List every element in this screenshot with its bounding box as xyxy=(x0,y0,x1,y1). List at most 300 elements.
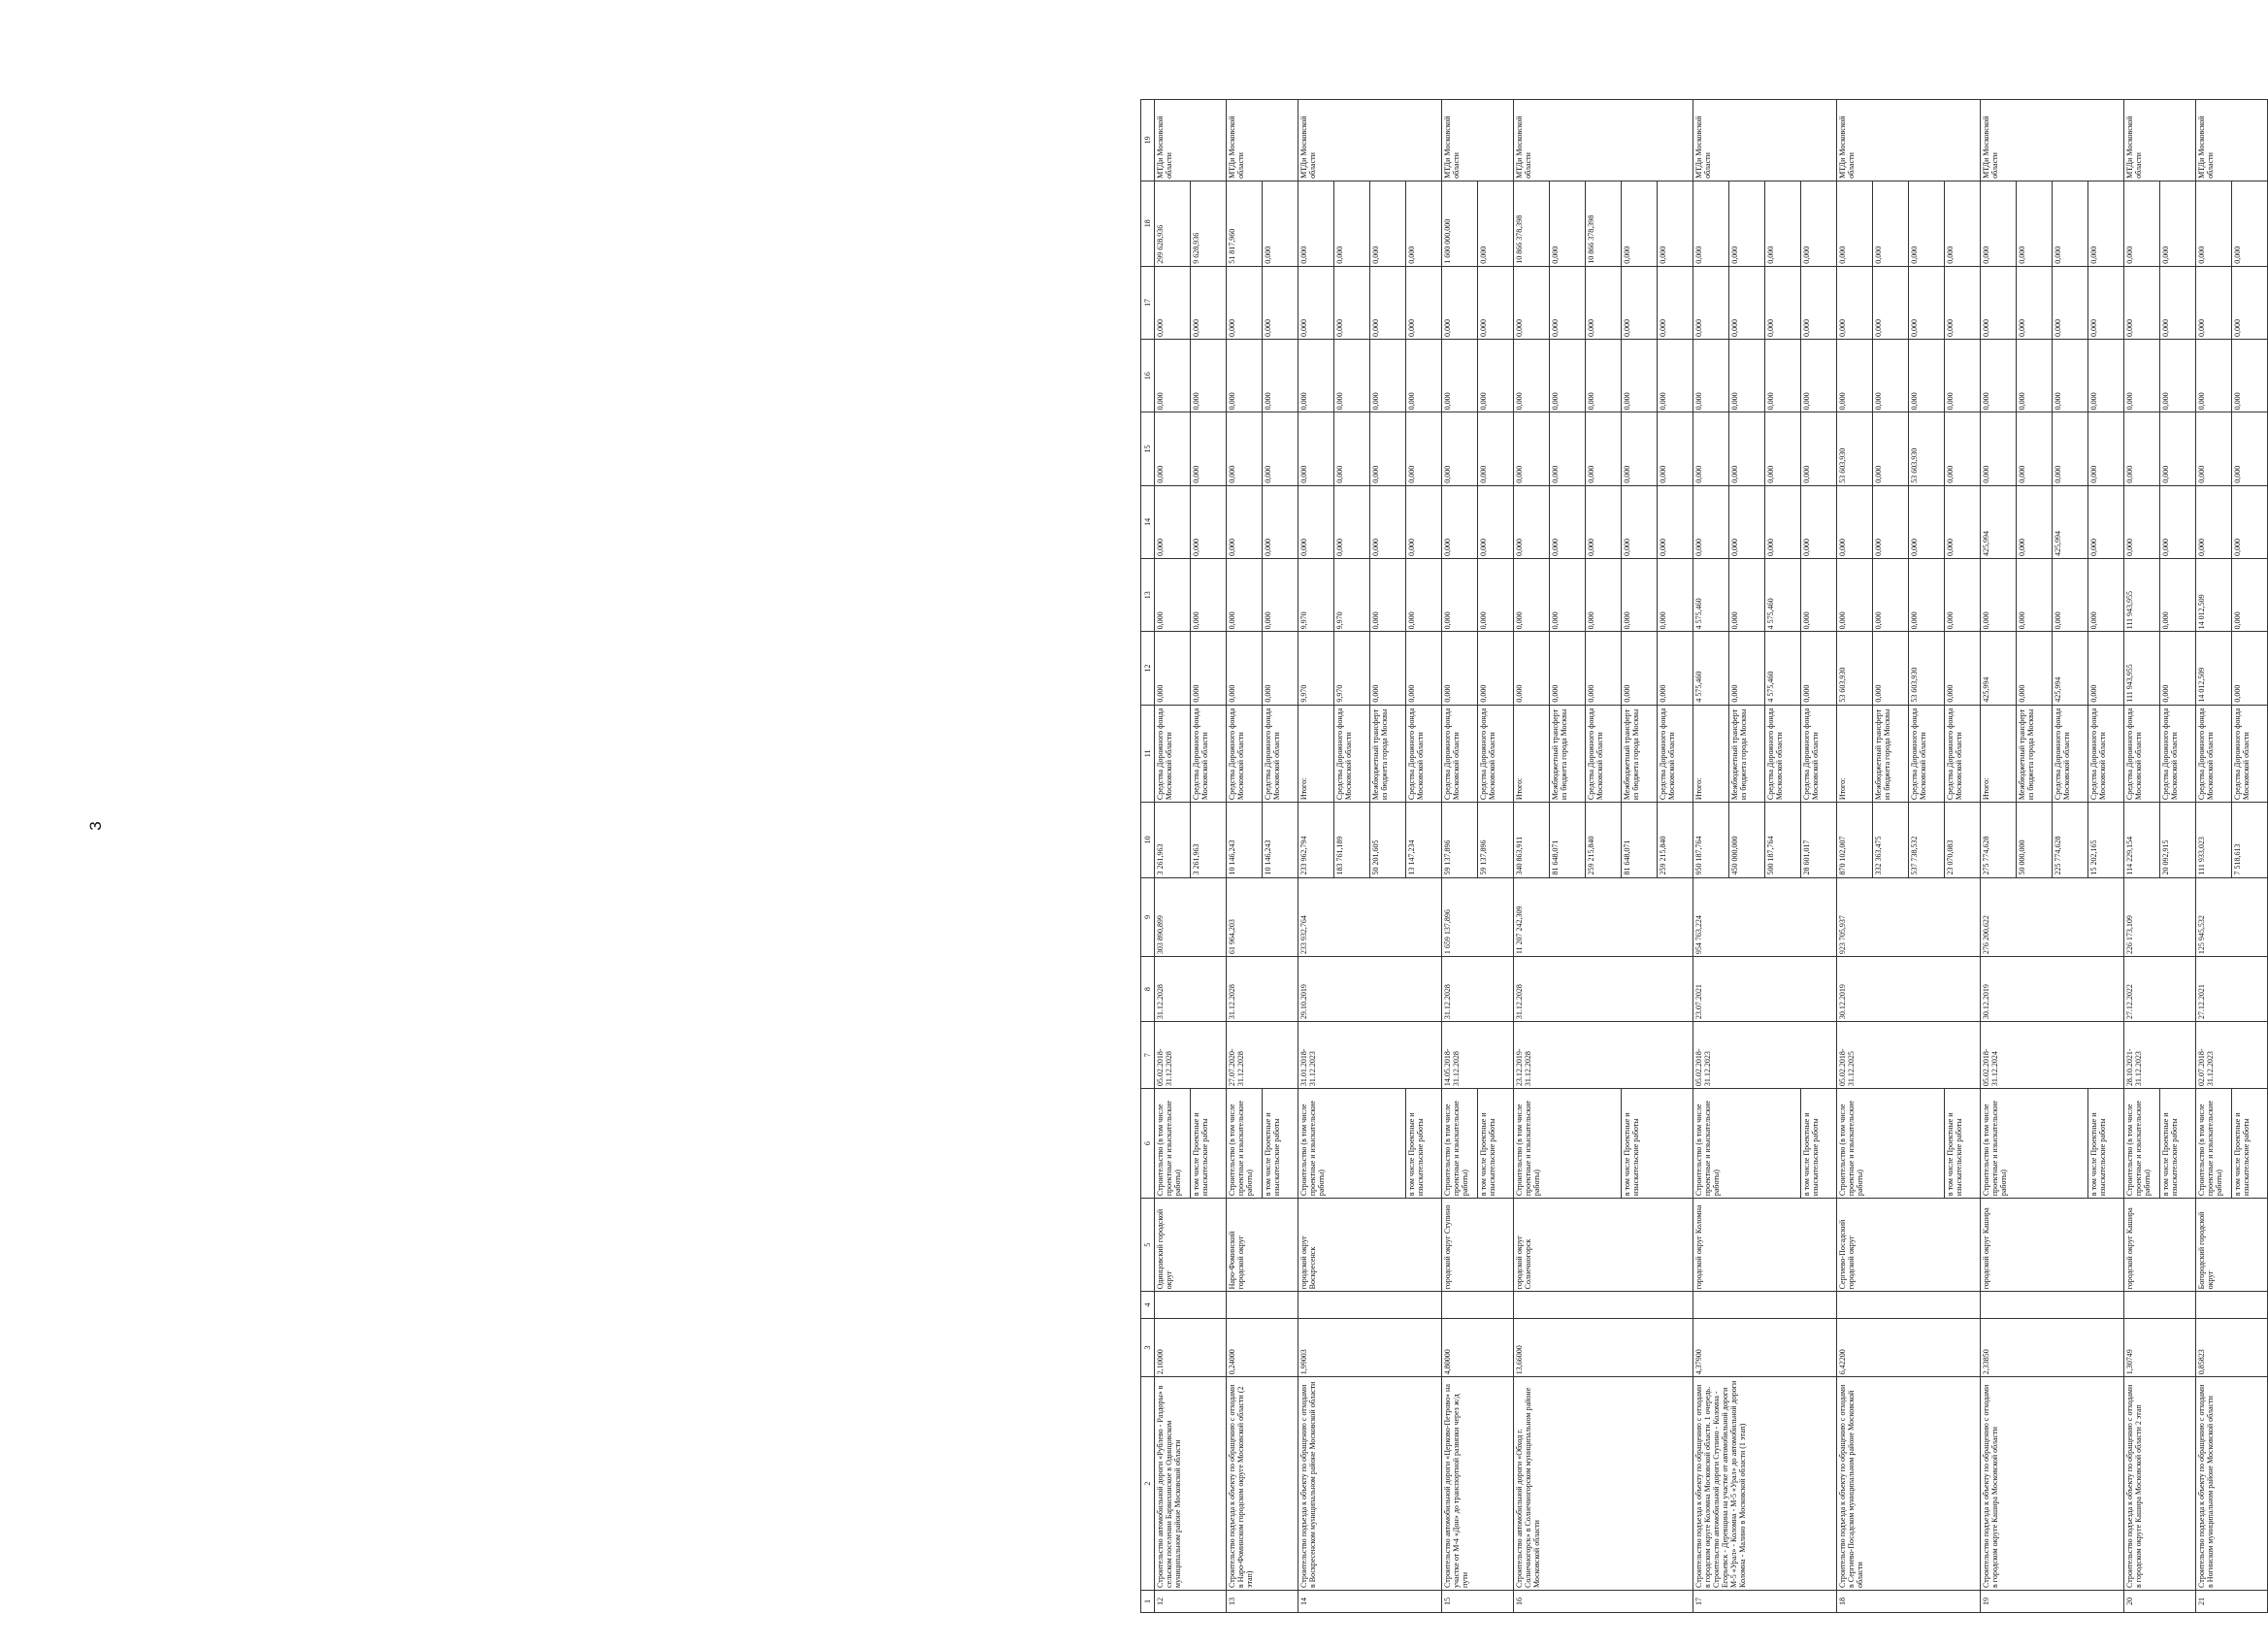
funding-source: Средства Дорожного фонда Московской области xyxy=(1765,705,1801,802)
header-cell: 19 xyxy=(1141,100,1155,181)
header-cell: 9 xyxy=(1141,877,1155,957)
year-amount: 0,000 xyxy=(1550,632,1586,705)
year-amount: 0,000 xyxy=(1550,266,1586,339)
year-amount: 0,000 xyxy=(1334,485,1370,558)
funding-source: Межбюджетный трансферт из бюджета города Москвы xyxy=(2017,705,2053,802)
financed-amount: 81 648,071 xyxy=(1622,803,1658,877)
total-cost: 923 705,937 xyxy=(1837,877,1981,957)
object-name: Строительство автомобильной дороги «Рублево - Раздоры» в сельском поселении Барвихинское в Одинцовском муниципальном районе Московской области xyxy=(1155,1377,1227,1591)
year-amount: 0,000 xyxy=(1981,559,2017,632)
year-amount: 0,000 xyxy=(2053,266,2088,339)
year-amount: 0,000 xyxy=(1263,181,1298,266)
financed-amount: 50 201,605 xyxy=(1370,803,1406,877)
header-cell: 15 xyxy=(1141,412,1155,485)
header-cell: 13 xyxy=(1141,559,1155,632)
year-amount: 0,000 xyxy=(1909,485,1945,558)
funding-source: Средства Дорожного фонда Московской области xyxy=(2232,705,2268,802)
year-amount: 0,000 xyxy=(1442,266,1478,339)
object-length: 0,24000 xyxy=(1227,1318,1298,1377)
year-amount: 9,970 xyxy=(1334,559,1370,632)
column-4-value xyxy=(2196,1292,2268,1318)
year-amount: 0,000 xyxy=(1478,340,1514,412)
district: городской округ Ступино xyxy=(1442,1199,1514,1292)
year-amount: 0,000 xyxy=(1442,412,1478,485)
year-amount: 0,000 xyxy=(1334,412,1370,485)
district: Богородский городской округ xyxy=(2196,1199,2268,1292)
year-amount: 0,000 xyxy=(1622,340,1658,412)
year-amount: 0,000 xyxy=(2124,266,2160,339)
district: городской округ Коломна xyxy=(1693,1199,1837,1292)
year-amount: 111 943,955 xyxy=(2124,559,2160,632)
year-amount: 0,000 xyxy=(1478,632,1514,705)
year-amount: 0,000 xyxy=(2017,559,2053,632)
year-amount: 0,000 xyxy=(1550,412,1586,485)
year-amount: 0,000 xyxy=(2196,340,2232,412)
year-amount: 0,000 xyxy=(1981,181,2017,266)
column-4-value xyxy=(1514,1292,1693,1318)
year-amount: 0,000 xyxy=(1478,485,1514,558)
year-amount: 0,000 xyxy=(1909,181,1945,266)
year-amount: 0,000 xyxy=(1191,485,1227,558)
works-type: Строительство (в том числе проектные и изыскательские работы) xyxy=(1693,1089,1801,1199)
year-amount: 0,000 xyxy=(1406,559,1442,632)
header-cell: 7 xyxy=(1141,1022,1155,1089)
row-number: 19 xyxy=(1981,1590,2124,1612)
year-amount: 0,000 xyxy=(1622,412,1658,485)
year-amount: 0,000 xyxy=(1586,559,1622,632)
year-amount: 10 866 378,398 xyxy=(1514,181,1550,266)
table-row xyxy=(2196,100,2232,1613)
executor: МТДи Московской области xyxy=(2196,100,2268,181)
works-type: Строительство (в том числе проектные и изыскательские работы) xyxy=(2124,1089,2160,1199)
year-amount: 0,000 xyxy=(1945,412,1981,485)
object-length: 1,30749 xyxy=(2124,1318,2196,1377)
year-amount: 0,000 xyxy=(1909,559,1945,632)
year-amount: 0,000 xyxy=(2053,340,2088,412)
funding-source: Межбюджетный трансферт из бюджета города Москвы xyxy=(1370,705,1406,802)
year-amount: 0,000 xyxy=(1263,340,1298,412)
year-amount: 0,000 xyxy=(1550,485,1586,558)
row-number: 13 xyxy=(1227,1590,1298,1612)
table-row xyxy=(1227,100,1263,1613)
year-amount: 0,000 xyxy=(2017,266,2053,339)
year-amount: 0,000 xyxy=(1155,266,1191,339)
funding-source: Итого: xyxy=(1693,705,1729,802)
year-amount: 0,000 xyxy=(1693,181,1729,266)
year-amount: 0,000 xyxy=(2160,412,2196,485)
table-row xyxy=(1298,100,1334,1613)
funding-source: Средства Дорожного фонда Московской области xyxy=(2053,705,2088,802)
year-amount: 0,000 xyxy=(1478,181,1514,266)
commission-date: 31.12.2028 xyxy=(1514,957,1693,1022)
year-amount: 0,000 xyxy=(1765,485,1801,558)
header-cell: 2 xyxy=(1141,1377,1155,1591)
financed-amount: 111 933,023 xyxy=(2196,803,2232,877)
object-name: Строительство подъезда к объекту по обращению с отходами в Воскресенском муниципальном районе Московской области xyxy=(1298,1377,1442,1591)
year-amount: 0,000 xyxy=(1729,559,1765,632)
year-amount: 0,000 xyxy=(1406,266,1442,339)
year-amount: 0,000 xyxy=(1370,632,1406,705)
year-amount: 0,000 xyxy=(1478,266,1514,339)
object-length: 2,10000 xyxy=(1155,1318,1227,1377)
year-amount: 0,000 xyxy=(2088,412,2124,485)
financed-amount: 50 000,000 xyxy=(2017,803,2053,877)
funding-source: Средства Дорожного фонда Московской области xyxy=(2196,705,2232,802)
year-amount: 0,000 xyxy=(1406,485,1442,558)
year-amount: 0,000 xyxy=(1765,340,1801,412)
year-amount: 0,000 xyxy=(2160,559,2196,632)
works-period: 14.05.2018-31.12.2028 xyxy=(1442,1022,1514,1089)
year-amount: 0,000 xyxy=(1227,559,1263,632)
year-amount: 0,000 xyxy=(1729,181,1765,266)
year-amount: 299 628,936 xyxy=(1155,181,1191,266)
year-amount: 0,000 xyxy=(1729,632,1765,705)
works-subtype: в том числе Проектные и изыскательские работы xyxy=(1801,1089,1837,1199)
year-amount: 0,000 xyxy=(1765,266,1801,339)
year-amount: 9,970 xyxy=(1334,632,1370,705)
header-cell: 6 xyxy=(1141,1089,1155,1199)
financed-amount: 275 774,628 xyxy=(1981,803,2017,877)
year-amount: 0,000 xyxy=(1981,340,2017,412)
year-amount: 0,000 xyxy=(1873,340,1909,412)
works-subtype: в том числе Проектные и изыскательские работы xyxy=(1478,1089,1514,1199)
works-type: Строительство (в том числе проектные и изыскательские работы) xyxy=(1514,1089,1622,1199)
financed-amount: 7 518,613 xyxy=(2232,803,2268,877)
executor: МТДи Московской области xyxy=(1442,100,1514,181)
table-row xyxy=(2124,100,2160,1613)
district: городской округ Кашира xyxy=(2124,1199,2196,1292)
header-cell: 8 xyxy=(1141,957,1155,1022)
year-amount: 0,000 xyxy=(1263,632,1298,705)
column-4-value xyxy=(1298,1292,1442,1318)
year-amount: 0,000 xyxy=(1263,412,1298,485)
year-amount: 0,000 xyxy=(1801,485,1837,558)
financed-amount: 114 229,154 xyxy=(2124,803,2160,877)
year-amount: 0,000 xyxy=(1837,340,1873,412)
year-amount: 0,000 xyxy=(2160,340,2196,412)
year-amount: 0,000 xyxy=(2232,340,2268,412)
total-cost: 226 173,109 xyxy=(2124,877,2196,957)
year-amount: 53 603,930 xyxy=(1837,632,1873,705)
year-amount: 0,000 xyxy=(2088,266,2124,339)
financed-amount: 20 092,915 xyxy=(2160,803,2196,877)
year-amount: 0,000 xyxy=(1945,559,1981,632)
works-subtype: в том числе Проектные и изыскательские работы xyxy=(1945,1089,1981,1199)
column-4-value xyxy=(1155,1292,1227,1318)
year-amount: 0,000 xyxy=(1658,340,1693,412)
object-length: 2,33850 xyxy=(1981,1318,2124,1377)
year-amount: 0,000 xyxy=(1837,485,1873,558)
row-number: 15 xyxy=(1442,1590,1514,1612)
works-period: 05.02.2018-31.12.2024 xyxy=(1981,1022,2124,1089)
funding-source: Итого: xyxy=(1298,705,1334,802)
year-amount: 0,000 xyxy=(2196,485,2232,558)
table-row xyxy=(1514,100,1550,1613)
works-type: Строительство (в том числе проектные и изыскательские работы) xyxy=(1837,1089,1945,1199)
year-amount: 0,000 xyxy=(2017,485,2053,558)
year-amount: 0,000 xyxy=(1442,559,1478,632)
year-amount: 0,000 xyxy=(1370,340,1406,412)
works-period: 23.12.2019-31.12.2028 xyxy=(1514,1022,1693,1089)
year-amount: 0,000 xyxy=(1729,340,1765,412)
year-amount: 0,000 xyxy=(1801,559,1837,632)
year-amount: 0,000 xyxy=(1873,559,1909,632)
year-amount: 0,000 xyxy=(1191,266,1227,339)
executor: МТДи Московской области xyxy=(1693,100,1837,181)
header-cell: 17 xyxy=(1141,266,1155,339)
year-amount: 0,000 xyxy=(1370,412,1406,485)
column-4-value xyxy=(1442,1292,1514,1318)
year-amount: 0,000 xyxy=(2160,266,2196,339)
header-cell: 16 xyxy=(1141,340,1155,412)
year-amount: 14 012,509 xyxy=(2196,559,2232,632)
column-4-value xyxy=(1227,1292,1298,1318)
year-amount: 0,000 xyxy=(1801,266,1837,339)
executor: МТДи Московской области xyxy=(1514,100,1693,181)
funding-source: Средства Дорожного фонда Московской области xyxy=(1155,705,1191,802)
year-amount: 0,000 xyxy=(2088,632,2124,705)
year-amount: 0,000 xyxy=(2196,266,2232,339)
financed-amount: 225 774,628 xyxy=(2053,803,2088,877)
district: Наро-Фоминский городской округ xyxy=(1227,1199,1298,1292)
header-cell: 1 xyxy=(1141,1590,1155,1612)
funding-source: Средства Дорожного фонда Московской области xyxy=(1586,705,1622,802)
financed-amount: 537 738,532 xyxy=(1909,803,1945,877)
object-length: 6,42200 xyxy=(1837,1318,1981,1377)
year-amount: 0,000 xyxy=(1873,485,1909,558)
year-amount: 0,000 xyxy=(1945,340,1981,412)
year-amount: 0,000 xyxy=(1334,181,1370,266)
year-amount: 0,000 xyxy=(1801,181,1837,266)
row-number: 21 xyxy=(2196,1590,2268,1612)
year-amount: 0,000 xyxy=(1981,412,2017,485)
works-subtype: в том числе Проектные и изыскательские работы xyxy=(1406,1089,1442,1199)
row-number: 18 xyxy=(1837,1590,1981,1612)
object-length: 4,80000 xyxy=(1442,1318,1514,1377)
executor: МТДи Московской области xyxy=(1298,100,1442,181)
year-amount: 0,000 xyxy=(1155,559,1191,632)
total-cost: 276 200,622 xyxy=(1981,877,2124,957)
works-subtype: в том числе Проектные и изыскательские работы xyxy=(1191,1089,1227,1199)
year-amount: 9,970 xyxy=(1298,559,1334,632)
funding-source: Средства Дорожного фонда Московской области xyxy=(2124,705,2160,802)
financed-amount: 3 261,963 xyxy=(1191,803,1227,877)
total-cost: 303 890,899 xyxy=(1155,877,1227,957)
year-amount: 53 603,930 xyxy=(1909,412,1945,485)
district: городской округ Кашира xyxy=(1981,1199,2124,1292)
executor: МТДи Московской области xyxy=(1837,100,1981,181)
year-amount: 0,000 xyxy=(2053,559,2088,632)
financed-amount: 183 761,189 xyxy=(1334,803,1370,877)
year-amount: 0,000 xyxy=(1586,632,1622,705)
commission-date: 31.12.2028 xyxy=(1227,957,1298,1022)
year-amount: 0,000 xyxy=(1693,266,1729,339)
column-4-value xyxy=(1837,1292,1981,1318)
district: городской округ Солнечногорск xyxy=(1514,1199,1693,1292)
total-cost: 11 207 242,309 xyxy=(1514,877,1693,957)
year-amount: 0,000 xyxy=(1945,181,1981,266)
year-amount: 0,000 xyxy=(1370,181,1406,266)
year-amount: 0,000 xyxy=(1801,340,1837,412)
year-amount: 0,000 xyxy=(1622,266,1658,339)
year-amount: 0,000 xyxy=(2017,181,2053,266)
funding-source: Средства Дорожного фонда Московской области xyxy=(1909,705,1945,802)
financed-amount: 59 137,896 xyxy=(1442,803,1478,877)
financed-amount: 332 363,475 xyxy=(1873,803,1909,877)
year-amount: 0,000 xyxy=(1191,412,1227,485)
year-amount: 0,000 xyxy=(2124,340,2160,412)
header-cell: 12 xyxy=(1141,632,1155,705)
year-amount: 0,000 xyxy=(1263,266,1298,339)
total-cost: 125 945,532 xyxy=(2196,877,2268,957)
year-amount: 0,000 xyxy=(1155,412,1191,485)
year-amount: 0,000 xyxy=(2196,412,2232,485)
funding-source: Средства Дорожного фонда Московской области xyxy=(2088,705,2124,802)
year-amount: 0,000 xyxy=(1406,632,1442,705)
executor: МТДи Московской области xyxy=(2124,100,2196,181)
object-name: Строительство подъезда к объекту по обращению с отходами в городском округе Кашира Московской области 2 этап xyxy=(2124,1377,2196,1591)
year-amount: 0,000 xyxy=(2232,266,2268,339)
year-amount: 0,000 xyxy=(1837,559,1873,632)
financed-amount: 23 070,083 xyxy=(1945,803,1981,877)
financed-amount: 10 146,243 xyxy=(1227,803,1263,877)
table-body xyxy=(1155,100,2268,1613)
year-amount: 14 012,509 xyxy=(2196,632,2232,705)
year-amount: 425,994 xyxy=(2053,632,2088,705)
total-cost: 1 659 137,896 xyxy=(1442,877,1514,957)
year-amount: 425,994 xyxy=(1981,632,2017,705)
year-amount: 0,000 xyxy=(1801,632,1837,705)
header-row xyxy=(1141,100,1155,1613)
year-amount: 0,000 xyxy=(1873,412,1909,485)
funding-source: Средства Дорожного фонда Московской области xyxy=(1227,705,1263,802)
year-amount: 0,000 xyxy=(1873,181,1909,266)
commission-date: 31.12.2028 xyxy=(1442,957,1514,1022)
year-amount: 0,000 xyxy=(2088,340,2124,412)
year-amount: 0,000 xyxy=(1514,340,1550,412)
funding-source: Итого: xyxy=(1981,705,2017,802)
year-amount: 0,000 xyxy=(1729,485,1765,558)
year-amount: 0,000 xyxy=(1227,485,1263,558)
header-cell: 4 xyxy=(1141,1292,1155,1318)
year-amount: 53 603,930 xyxy=(1909,632,1945,705)
works-type: Строительство (в том числе проектные и изыскательские работы) xyxy=(1298,1089,1406,1199)
year-amount: 0,000 xyxy=(1586,340,1622,412)
year-amount: 4 575,460 xyxy=(1693,632,1729,705)
year-amount: 0,000 xyxy=(2196,181,2232,266)
year-amount: 0,000 xyxy=(1370,485,1406,558)
year-amount: 0,000 xyxy=(1550,340,1586,412)
object-length: 1,99003 xyxy=(1298,1318,1442,1377)
commission-date: 30.12.2019 xyxy=(1837,957,1981,1022)
financed-amount: 259 215,840 xyxy=(1586,803,1622,877)
works-subtype: в том числе Проектные и изыскательские работы xyxy=(2088,1089,2124,1199)
commission-date: 31.12.2028 xyxy=(1155,957,1227,1022)
year-amount: 0,000 xyxy=(1514,485,1550,558)
year-amount: 0,000 xyxy=(2232,181,2268,266)
works-subtype: в том числе Проектные и изыскательские работы xyxy=(1263,1089,1298,1199)
year-amount: 0,000 xyxy=(1873,632,1909,705)
works-period: 05.02.2018-31.12.2028 xyxy=(1155,1022,1227,1089)
year-amount: 425,994 xyxy=(1981,485,2017,558)
works-period: 31.01.2018-31.12.2023 xyxy=(1298,1022,1442,1089)
financed-amount: 450 000,000 xyxy=(1729,803,1765,877)
year-amount: 0,000 xyxy=(1945,632,1981,705)
funding-source: Средства Дорожного фонда Московской области xyxy=(1334,705,1370,802)
year-amount: 1 600 000,000 xyxy=(1442,181,1478,266)
year-amount: 0,000 xyxy=(1514,266,1550,339)
year-amount: 0,000 xyxy=(1837,266,1873,339)
header-cell: 10 xyxy=(1141,803,1155,877)
year-amount: 0,000 xyxy=(1586,485,1622,558)
column-4-value xyxy=(2124,1292,2196,1318)
page-number: 3 xyxy=(86,821,105,831)
year-amount: 0,000 xyxy=(1298,266,1334,339)
year-amount: 0,000 xyxy=(1227,632,1263,705)
year-amount: 0,000 xyxy=(1945,485,1981,558)
year-amount: 0,000 xyxy=(2160,181,2196,266)
year-amount: 0,000 xyxy=(1909,266,1945,339)
year-amount: 0,000 xyxy=(1693,412,1729,485)
table-row xyxy=(1837,100,1873,1613)
year-amount: 0,000 xyxy=(1334,340,1370,412)
header-cell: 3 xyxy=(1141,1318,1155,1377)
district: городской округ Воскресенск xyxy=(1298,1199,1442,1292)
funding-source: Средства Дорожного фонда Московской области xyxy=(1801,705,1837,802)
year-amount: 0,000 xyxy=(1406,340,1442,412)
works-type: Строительство (в том числе проектные и изыскательские работы) xyxy=(1981,1089,2088,1199)
year-amount: 4 575,460 xyxy=(1765,559,1801,632)
funding-source: Средства Дорожного фонда Московской области xyxy=(1442,705,1478,802)
funding-source: Средства Дорожного фонда Московской области xyxy=(1945,705,1981,802)
year-amount: 0,000 xyxy=(1263,559,1298,632)
year-amount: 0,000 xyxy=(1442,485,1478,558)
object-name: Строительство подъезда к объекту по обращению с отходами в городском округе Кашира Московской области xyxy=(1981,1377,2124,1591)
object-name: Строительство подъезда к объекту по обращению с отходами в Сергиево-Посадском муниципальном районе Московской области xyxy=(1837,1377,1981,1591)
row-number: 14 xyxy=(1298,1590,1442,1612)
year-amount: 0,000 xyxy=(1622,559,1658,632)
year-amount: 0,000 xyxy=(2124,412,2160,485)
funding-source: Межбюджетный трансферт из бюджета города Москвы xyxy=(1729,705,1765,802)
funding-source: Средства Дорожного фонда Московской области xyxy=(1478,705,1514,802)
year-amount: 0,000 xyxy=(1658,485,1693,558)
year-amount: 0,000 xyxy=(1406,412,1442,485)
year-amount: 0,000 xyxy=(1514,412,1550,485)
works-subtype: в том числе Проектные и изыскательские работы xyxy=(2160,1089,2196,1199)
year-amount: 0,000 xyxy=(1837,181,1873,266)
year-amount: 0,000 xyxy=(1298,340,1334,412)
column-4-value xyxy=(1981,1292,2124,1318)
year-amount: 10 866 378,398 xyxy=(1586,181,1622,266)
financed-amount: 259 215,840 xyxy=(1658,803,1693,877)
year-amount: 0,000 xyxy=(1945,266,1981,339)
year-amount: 0,000 xyxy=(1227,340,1263,412)
year-amount: 0,000 xyxy=(2053,412,2088,485)
year-amount: 0,000 xyxy=(1729,266,1765,339)
row-number: 12 xyxy=(1155,1590,1227,1612)
funding-source: Средства Дорожного фонда Московской области xyxy=(1263,705,1298,802)
funding-source: Межбюджетный трансферт из бюджета города Москвы xyxy=(1873,705,1909,802)
year-amount: 9,970 xyxy=(1298,632,1334,705)
year-amount: 0,000 xyxy=(2088,559,2124,632)
year-amount: 0,000 xyxy=(1191,559,1227,632)
works-period: 05.02.2018-31.12.2025 xyxy=(1837,1022,1981,1089)
year-amount: 0,000 xyxy=(2232,632,2268,705)
works-subtype: в том числе Проектные и изыскательские работы xyxy=(1622,1089,1693,1199)
year-amount: 0,000 xyxy=(1263,485,1298,558)
object-name: Строительство подъезда к объекту по обращению с отходами в Ногинском муниципальном районе Московской области xyxy=(2196,1377,2268,1591)
header-cell: 11 xyxy=(1141,705,1155,802)
